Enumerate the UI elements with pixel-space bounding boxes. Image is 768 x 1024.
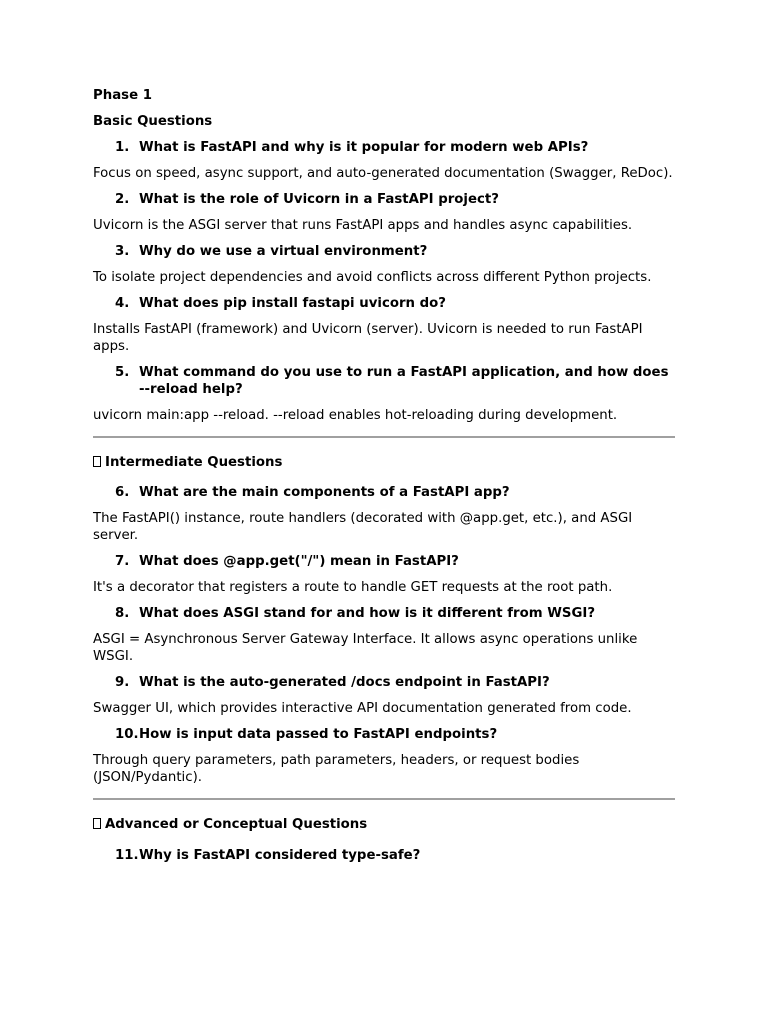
- question-number: 10.: [115, 727, 139, 743]
- answer-text: To isolate project dependencies and avoid conflicts across different Python projects.: [93, 270, 652, 285]
- answer-text: It's a decorator that registers a route to handle GET requests at the root path.: [93, 580, 613, 596]
- question-text: Why is FastAPI considered type-safe?: [139, 847, 421, 863]
- document-body: [93, 87, 675, 864]
- section-heading-text: Intermediate Questions: [105, 455, 283, 470]
- question-item: [93, 295, 675, 312]
- question-text: What is the role of Uvicorn in a FastAPI project?: [139, 192, 499, 207]
- question-number: 8.: [115, 606, 130, 622]
- answer-text: The FastAPI() instance, route handlers (decorated with @app.get, etc.), and ASGI server.: [93, 511, 633, 544]
- question-number: 6.: [115, 485, 130, 501]
- question-item: [93, 243, 675, 260]
- phase-heading: Phase 1: [93, 88, 152, 103]
- question-text: What command do you use to run a FastAPI application, and how does --reload help?: [139, 365, 669, 397]
- question-number: 7.: [115, 554, 130, 570]
- question-number: 5.: [115, 365, 130, 380]
- answer-text: Through query parameters, path parameters, headers, or request bodies (JSON/Pydantic).: [93, 753, 580, 786]
- question-item: [93, 847, 675, 864]
- question-text: What is FastAPI and why is it popular for modern web APIs?: [139, 140, 589, 155]
- question-item: [93, 553, 675, 570]
- question-item: [93, 484, 675, 501]
- horizontal-divider: [93, 436, 675, 438]
- horizontal-divider: [93, 798, 675, 800]
- answer-text: ASGI = Asynchronous Server Gateway Interface. It allows async operations unlike WSGI.: [93, 632, 638, 665]
- section-heading-intermediate: [93, 454, 675, 471]
- section-heading-advanced: [93, 816, 675, 833]
- section-heading-basic: Basic Questions: [93, 114, 213, 129]
- answer-text: Swagger UI, which provides interactive API documentation generated from code.: [93, 701, 632, 717]
- question-number: 4.: [115, 296, 130, 311]
- question-item: [93, 364, 675, 398]
- question-item: [93, 605, 675, 622]
- question-item: [93, 726, 675, 743]
- question-number: 3.: [115, 244, 130, 259]
- question-number: 1.: [115, 140, 130, 155]
- question-item: [93, 674, 675, 691]
- answer-text: Uvicorn is the ASGI server that runs FastAPI apps and handles async capabilities.: [93, 218, 633, 233]
- question-text: What does @app.get("/") mean in FastAPI?: [139, 554, 459, 570]
- question-text: What is the auto-generated /docs endpoint in FastAPI?: [139, 675, 550, 691]
- answer-text: Installs FastAPI (framework) and Uvicorn (server). Uvicorn is needed to run FastAPI apps.: [93, 322, 643, 354]
- question-item: [93, 191, 675, 208]
- answer-text: uvicorn main:app --reload. --reload enables hot-reloading during development.: [93, 408, 618, 423]
- question-number: 9.: [115, 675, 130, 691]
- missing-glyph-icon: [93, 818, 101, 829]
- question-text: What does pip install fastapi uvicorn do?: [139, 296, 446, 311]
- section-heading-text: Advanced or Conceptual Questions: [105, 817, 368, 833]
- question-item: [93, 139, 675, 156]
- question-number: 2.: [115, 192, 130, 207]
- answer-text: Focus on speed, async support, and auto-generated documentation (Swagger, ReDoc).: [93, 166, 673, 181]
- question-text: What does ASGI stand for and how is it different from WSGI?: [139, 606, 596, 622]
- missing-glyph-icon: [93, 456, 101, 467]
- question-text: How is input data passed to FastAPI endpoints?: [139, 727, 498, 743]
- question-text: What are the main components of a FastAPI app?: [139, 485, 510, 501]
- question-number: 11.: [115, 847, 139, 863]
- question-text: Why do we use a virtual environment?: [139, 244, 428, 259]
